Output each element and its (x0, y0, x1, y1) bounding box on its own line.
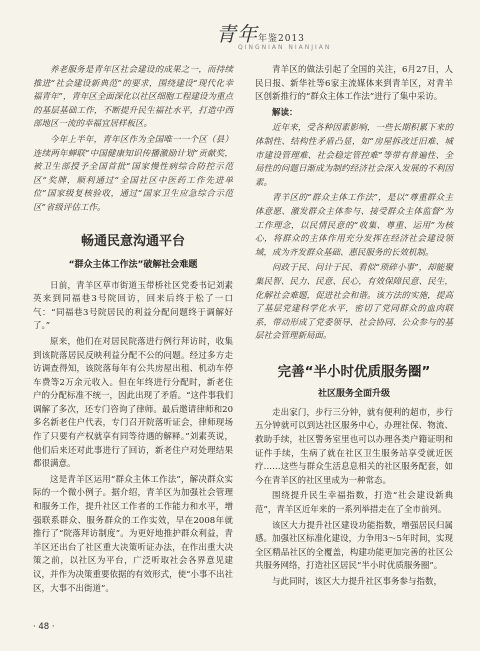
logo-text: 青年 (216, 22, 258, 46)
page-header (0, 0, 480, 58)
right-paragraph-5: 走出家门，步行三分钟，就有便利的超市，步行五分钟就可以到达社区服务中心，办理社保、物流、救助手续，社区警务室里也可以办理各类户籍证明和证件手续，生病了就在社区卫生服务站享受就近医疗……这些与群众生活息息相关的社区服务配套，如今在青羊区的社区里成为一种常态。 (255, 407, 453, 486)
left-paragraph-1: 养老服务是青年区社会建设的成果之一，而持续推进“社会建设新典范”的要求，围绕建设“现代化幸福青年”，青年区全面深化以社区细胞工程建设为重点的基层基础工作，不断提升民生福社水平，打造中西部地区一流的幸福宜居样板区。 (33, 65, 233, 130)
left-paragraph-5: 这是青羊区运用“群众主体工作法”，解决群众实际的一个微小例子。据介绍，青羊区为加强社会管理和服务工作，提升社区工作者的工作能力和水平，增强联系群众、服务群众的工作实效，早在2008年就推行了“院落拜访制度”。为更好地推护群众利益，青羊区还出台了社区重大决策听证办法，在作出重大决策之前，以社区为平台，广泛听取社会各界意见建议，并作为决策重要依据的有效形式，使“小事不出社区，大事不出街道”。 (33, 474, 233, 594)
left-column (33, 64, 233, 598)
magazine-logo (216, 18, 305, 47)
right-paragraph-1: 青羊区的做法引起了全国的关注，6月27日，人民日报、新华社等6家主流媒体来到青羊区，对青羊区创新推行的“群众主体工作法”进行了集中采访。 (255, 65, 453, 103)
right-paragraph-4: 问政于民、问计于民、看似“琐碎小事”，却能聚集民智、民力、民意、民心，有效保障民意、民生，化解社会难题，促进社会和谐。该方法的实施，提高了基层党建科学化水平，密切了党同群众的血肉联系，带动形成了党委领导、社会协同、公众参与的基层社会管理新局面。 (255, 263, 453, 342)
logo-suffix: 年鉴2013 (258, 34, 305, 44)
right-column (255, 64, 453, 592)
left-section-title: 畅通民意沟通平台 (80, 233, 185, 249)
right-section-title: 完善“半小时优质服务圈” (277, 363, 431, 380)
right-section-subtitle: 社区服务全面升级 (317, 388, 390, 399)
jiedu-label: 解读： (272, 107, 298, 118)
page-number: · 48 · (33, 622, 55, 632)
logo-subtitle: QINGNIAN NIANJIAN (238, 44, 332, 51)
left-paragraph-3: 日前，青羊区草市街道玉带桥社区党委书记刘素英来到同福巷3号院回访，回来后终于松了一口气：“同福巷3号院居民的利益分配问题终于调解好了。” (33, 280, 233, 332)
left-paragraph-2: 今年上半年，青年区作为全国唯一一个区（县）连续两年蝉联“中国健康知识传播激励计划”贡献奖，被卫生部授予全国首批“国家慢性病综合防控示范区”奖牌，顺利通过“全国社区中医药工作先进单位”国家级复核验收，通过“国家卫生应急综合示范区”省级评估工作。 (33, 134, 233, 213)
right-paragraph-3: 青羊区的“群众主体工作法”，是以“尊重群众主体意愿、激发群众主体参与、接受群众主体监督”为工作理念，以民情民意的“收集、尊重、运用”为核心，将群众的主体作用充分发挥在经济社会建设领域，成为齐发群众基础、惠民服务的长效机制。 (255, 193, 453, 258)
right-paragraph-7: 该区大力提升社区建设功能指数，增强居民归属感。加强社区标准化建设，力争用3～5年时间，实现全区精品社区的全覆盖，构建功能更加完善的社区公共服务网络，打造社区居民“半小时优质服务圈”。 (255, 520, 453, 572)
right-paragraph-8: 与此同时，该区大力提升社区事务参与指数， (272, 577, 443, 587)
right-paragraph-2: 近年来，受各种因素影响，一些长期积累下来的体制性、结构性矛盾凸显，如“房屋拆改迁旧难、城市建设管理难、社会稳定管控难”等带有普遍性、全局性的问题日渐成为制约经济社会深入发展的不利因素。 (255, 123, 453, 188)
left-section-subtitle: “群众主体工作法”破解社会难题 (68, 259, 198, 270)
right-paragraph-6: 围绕提升民生幸福指数，打造“社会建设新典范”，青羊区近年来的一系列举措走在了全市前列。 (255, 491, 453, 516)
left-paragraph-4: 原来，他们在对居民院落进行例行拜访时，收集到该院落居民反映利益分配不公的问题。经过多方走访调查得知，该院落每年有公共房屋出租、机动车停车费等2万余元收入。但在年终进行分配时，新老住户的分配标准不统一，因此出现了矛盾。“这件事我们调解了多次，还专门咨询了律师。最后邀请律师和20多名新老住户代表，专门召开院落听证会，律师现场作了只要有产权就享有同等待遇的解释。”刘素英说，他们后来还对此事进行了回访，新老住户对处理结果都很满意。 (33, 336, 233, 470)
